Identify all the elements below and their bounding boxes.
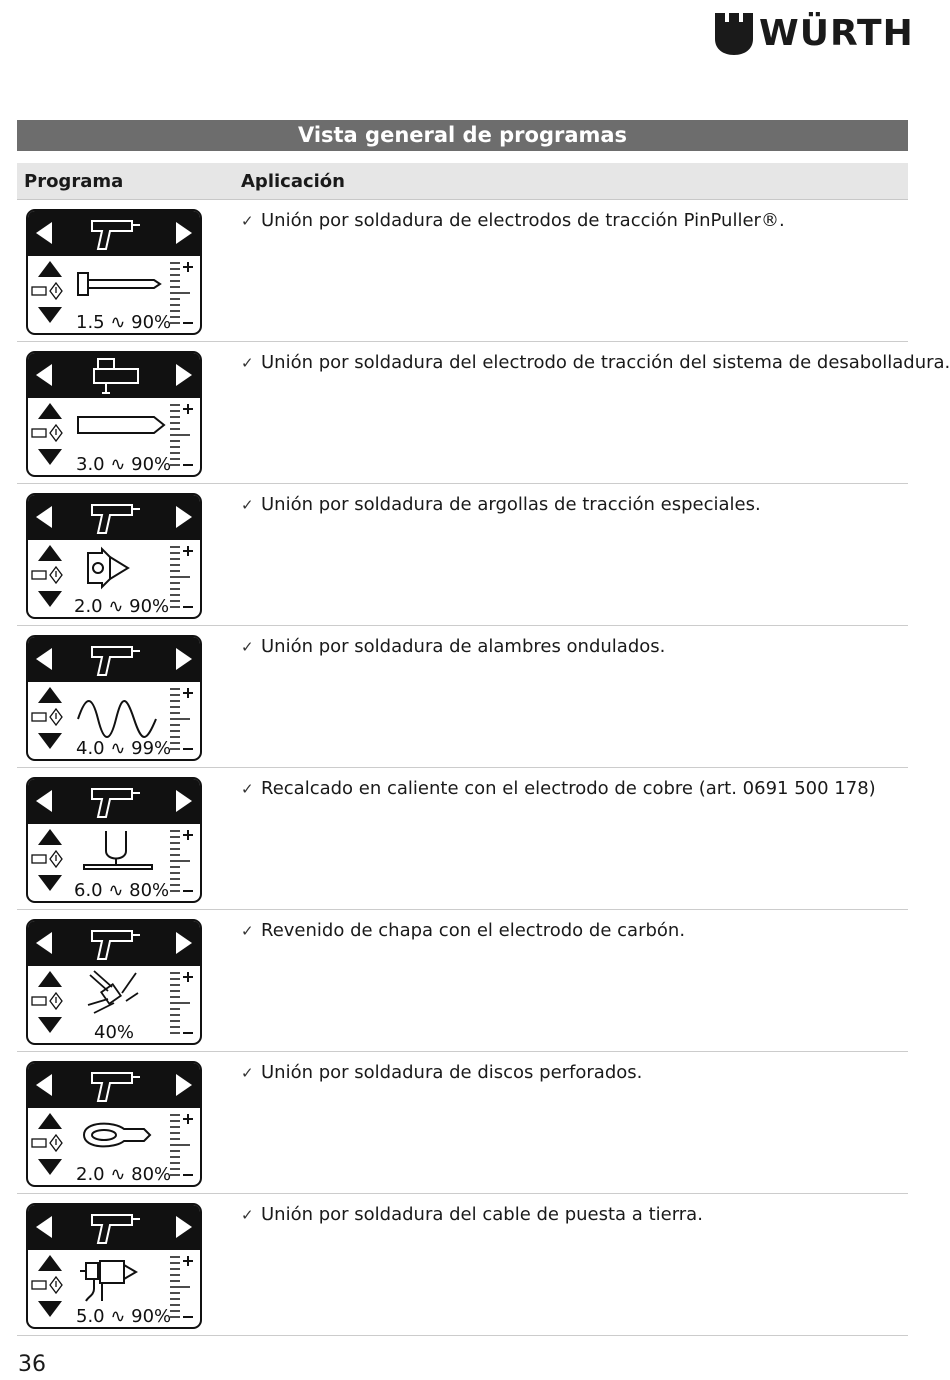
arrow-down-icon: [38, 591, 62, 607]
copper-electrode-icon: [84, 831, 152, 869]
table-row: [17, 342, 950, 484]
application-text: [241, 210, 785, 231]
scale-plus-minus: [170, 972, 193, 1033]
display-value: 2.0 ∿ 80%: [76, 1164, 172, 1185]
application-text: [241, 352, 950, 373]
check-icon: ✓: [241, 1064, 254, 1082]
scale-plus-minus: [170, 1256, 193, 1317]
scale-plus-minus: [170, 404, 193, 465]
application-description: Unión por soldadura de argollas de tracción especiales.: [261, 494, 761, 515]
arrow-down-icon: [38, 1301, 62, 1317]
wavy-wire-icon: [78, 701, 156, 737]
application-description: Revenido de chapa con el electrodo de carbón.: [261, 920, 686, 941]
application-text: [241, 778, 876, 799]
wurth-emblem-icon: [715, 13, 753, 55]
application-description: Unión por soldadura del cable de puesta a tierra.: [261, 1204, 703, 1225]
check-icon: ✓: [241, 922, 254, 940]
page-title: Vista general de programas: [17, 120, 908, 151]
table-row: [17, 910, 908, 1052]
program-display: [26, 1203, 202, 1329]
pull-ring-icon: [88, 549, 128, 587]
scale-plus-minus: [170, 546, 193, 607]
display-value: 6.0 ∿ 80%: [74, 880, 170, 901]
table-row: [17, 768, 908, 910]
arrow-up-icon: [38, 829, 62, 845]
application-text: [241, 636, 665, 657]
scale-plus-minus: [170, 262, 193, 323]
arrow-up-icon: [38, 1255, 62, 1271]
application-description: Unión por soldadura de alambres ondulados.: [261, 636, 666, 657]
table-row: [17, 484, 908, 626]
arrow-up-icon: [38, 545, 62, 561]
table-row: [17, 1194, 908, 1336]
ground-cable-icon: [80, 1261, 136, 1301]
wurth-logo: [715, 12, 915, 56]
check-icon: ✓: [241, 780, 254, 798]
trigger-mode-icon: [32, 425, 62, 441]
application-text: [241, 1204, 703, 1225]
column-header-application: Aplicación: [241, 171, 345, 192]
application-description: Unión por soldadura de electrodos de tracción PinPuller®.: [261, 210, 785, 231]
display-value: 2.0 ∿ 90%: [74, 596, 170, 617]
table-header: [17, 163, 908, 200]
display-value: 4.0 ∿ 99%: [76, 738, 172, 759]
check-icon: ✓: [241, 212, 254, 230]
program-display: [26, 919, 202, 1045]
scale-plus-minus: [170, 688, 193, 749]
scale-plus-minus: [170, 830, 193, 891]
carbon-electrode-icon: [88, 971, 138, 1013]
check-icon: ✓: [241, 496, 254, 514]
trigger-mode-icon: [32, 567, 62, 583]
flat-electrode-icon: [78, 417, 164, 433]
trigger-mode-icon: [32, 851, 62, 867]
application-text: [241, 1062, 642, 1083]
program-display: [26, 777, 202, 903]
program-display: [26, 493, 202, 619]
application-text: [241, 920, 685, 941]
pin-electrode-icon: [78, 273, 160, 295]
table-row: [17, 626, 908, 768]
arrow-down-icon: [38, 449, 62, 465]
table-row: [17, 1052, 908, 1194]
check-icon: ✓: [241, 354, 254, 372]
application-description: Unión por soldadura de discos perforados.: [261, 1062, 643, 1083]
program-display: [26, 635, 202, 761]
display-value: 3.0 ∿ 90%: [76, 454, 172, 475]
trigger-mode-icon: [32, 1135, 62, 1151]
arrow-up-icon: [38, 687, 62, 703]
perforated-disc-icon: [84, 1124, 150, 1147]
check-icon: ✓: [241, 1206, 254, 1224]
arrow-up-icon: [38, 1113, 62, 1129]
scale-plus-minus: [170, 1114, 193, 1175]
column-header-program: Programa: [24, 171, 124, 192]
display-value: 5.0 ∿ 90%: [76, 1306, 172, 1327]
arrow-down-icon: [38, 875, 62, 891]
program-display: [26, 351, 202, 477]
arrow-down-icon: [38, 733, 62, 749]
arrow-down-icon: [38, 307, 62, 323]
trigger-mode-icon: [32, 709, 62, 725]
arrow-down-icon: [38, 1159, 62, 1175]
trigger-mode-icon: [32, 283, 62, 299]
trigger-mode-icon: [32, 993, 62, 1009]
trigger-mode-icon: [32, 1277, 62, 1293]
program-display: [26, 209, 202, 335]
program-display: [26, 1061, 202, 1187]
table-row: [17, 200, 908, 342]
application-description: Unión por soldadura del electrodo de tracción del sistema de desabolladura.: [261, 352, 950, 373]
application-text: [241, 494, 761, 515]
arrow-up-icon: [38, 403, 62, 419]
arrow-up-icon: [38, 971, 62, 987]
display-value: 1.5 ∿ 90%: [76, 312, 172, 333]
arrow-up-icon: [38, 261, 62, 277]
display-value: 40%: [94, 1022, 135, 1043]
arrow-down-icon: [38, 1017, 62, 1033]
page-number: 36: [18, 1352, 46, 1377]
program-table: [17, 200, 950, 1336]
brand-name: WÜRTH: [759, 13, 914, 54]
check-icon: ✓: [241, 638, 254, 656]
application-description: Recalcado en caliente con el electrodo de cobre (art. 0691 500 178): [261, 778, 876, 799]
